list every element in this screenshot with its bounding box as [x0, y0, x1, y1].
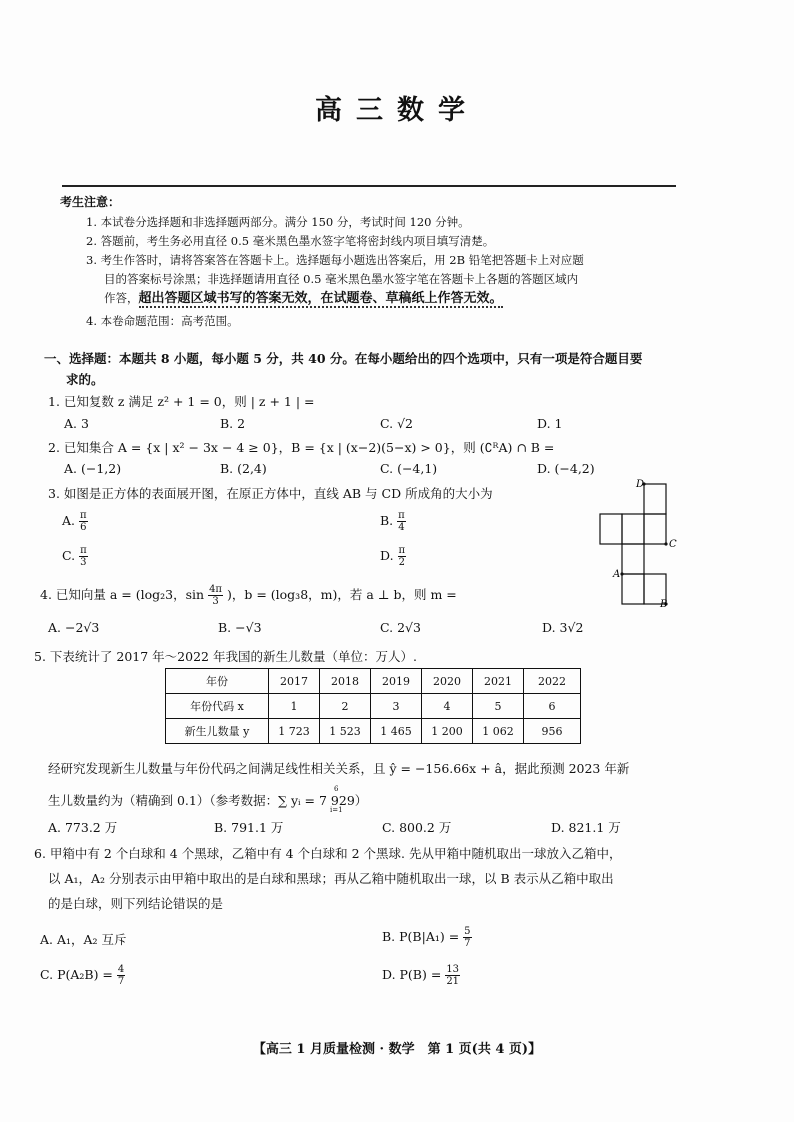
section-heading: 一、选择题：本题共 8 小题，每小题 5 分，共 40 分。在每小题给出的四个选项中，只有一项是符合题目要	[44, 351, 643, 366]
q6-option-c-frac	[117, 964, 125, 987]
table-cell: 2022	[524, 669, 581, 694]
q1-option-b: B. 2	[220, 416, 246, 431]
q1-option-a: A. 3	[64, 416, 89, 431]
q4-frac-den: 3	[212, 596, 219, 607]
q6-d-num: 13	[446, 964, 460, 975]
q3-stem: 3. 如图是正方体的表面展开图，在原正方体中，直线 AB 与 CD 所成角的大小为	[48, 486, 493, 501]
q1-stem: 1. 已知复数 z 满足 z² + 1 = 0，则 | z + 1 | =	[48, 394, 315, 409]
notice-title: 考生注意：	[60, 195, 121, 209]
q4-option-b: B. −√3	[218, 620, 262, 635]
q3-option-b-frac	[397, 510, 406, 533]
q3-option-a-label: A.	[62, 513, 76, 528]
q3-option-d-frac	[398, 545, 407, 568]
net-face-mid-right	[644, 514, 666, 544]
table-row	[166, 694, 581, 719]
sum-lower-limit: i=1	[330, 806, 343, 814]
q2-option-b: B. (2,4)	[220, 461, 267, 476]
net-face-mid-left	[622, 514, 644, 544]
q3-b-den: 4	[398, 522, 405, 533]
q6-option-d-label: D. P(B) =	[382, 967, 442, 982]
notice-line-4: 目的答案标号涂黑；非选择题请用直径 0.5 毫米黑色墨水签字笔在答题卡上各题的答题区域内	[104, 272, 579, 286]
q6-option-b-label: B. P(B|A₁) =	[382, 929, 460, 944]
table-cell: 1 523	[320, 719, 371, 744]
q6-c-num: 4	[117, 964, 125, 975]
table-row	[166, 669, 581, 694]
table-cell: 1 465	[371, 719, 422, 744]
net-face-bottom-left	[622, 574, 644, 604]
q5-stem: 5. 下表统计了 2017 年～2022 年我国的新生儿数量（单位：万人）.	[34, 649, 417, 664]
net-face-left	[600, 514, 622, 544]
label-a: A	[613, 569, 621, 580]
q6-c-den: 7	[117, 976, 125, 987]
q3-c-den: 3	[80, 557, 87, 568]
table-cell: 1	[269, 694, 320, 719]
q4-option-d: D. 3√2	[542, 620, 584, 635]
q3-option-c-label: C.	[62, 548, 76, 563]
q1-option-c: C. √2	[380, 416, 413, 431]
notice-line-6: 4. 本卷命题范围：高考范围。	[86, 314, 239, 328]
table-cell: 年份代码 x	[166, 694, 269, 719]
q1-option-d: D. 1	[537, 416, 563, 431]
q3-option-d-label: D.	[380, 548, 394, 563]
q3-d-den: 2	[398, 557, 406, 568]
q3-option-a	[62, 510, 88, 533]
notice-line-2: 2. 答题前，考生务必用直径 0.5 毫米黑色墨水签字笔将密封线内项目填写清楚。	[86, 234, 495, 248]
table-cell: 2	[320, 694, 371, 719]
q3-option-b	[380, 510, 406, 533]
notice-line-3: 3. 考生作答时，请将答案答在答题卡上。选择题每小题选出答案后，用 2B 铅笔把答题卡上对应题	[86, 253, 584, 267]
q6-option-a: A. A₁，A₂ 互斥	[40, 932, 127, 947]
q4-frac-num: 4π	[209, 584, 222, 595]
q4-frac	[208, 584, 223, 607]
table-cell: 1 200	[422, 719, 473, 744]
q6-b-den: 7	[464, 938, 471, 949]
notice-line-5	[104, 289, 503, 308]
q5-option-d: D. 821.1 万	[551, 820, 621, 835]
page-footer: 【高三 1 月质量检测 · 数学 第 1 页(共 4 页)】	[252, 1042, 542, 1057]
table-cell: 956	[524, 719, 581, 744]
page-title: 高三数学	[315, 95, 479, 126]
table-cell: 4	[422, 694, 473, 719]
table-cell: 3	[371, 694, 422, 719]
table-row	[166, 719, 581, 744]
q6-option-d-frac	[445, 964, 460, 987]
notice-emphasis: 超出答题区域书写的答案无效，在试题卷、草稿纸上作答无效。	[138, 291, 503, 306]
table-cell: 5	[473, 694, 524, 719]
notice-line-5-prefix: 作答，	[104, 291, 139, 305]
q4-option-a: A. −2√3	[48, 620, 100, 635]
q4-option-c: C. 2√3	[380, 620, 421, 635]
q4-stem-b: )，b = (log₃8，m)，若 a ⊥ b，则 m =	[226, 587, 457, 602]
label-b: B	[660, 599, 668, 608]
table-cell: 2020	[422, 669, 473, 694]
q3-c-num: π	[80, 545, 87, 556]
net-face-top	[644, 484, 666, 514]
q5-line-1: 经研究发现新生儿数量与年份代码之间满足线性相关关系，且 ŷ = −156.66x + â，据此预测 2023 年新	[48, 761, 630, 776]
table-cell: 2017	[269, 669, 320, 694]
notice-line-1: 1. 本试卷分选择题和非选择题两部分。满分 150 分，考试时间 120 分钟。	[86, 215, 470, 229]
q3-option-a-frac	[79, 510, 88, 533]
q6-option-b-frac	[463, 926, 471, 949]
label-c: C	[669, 539, 677, 550]
table-cell: 1 723	[269, 719, 320, 744]
q5-line-2: 生儿数量约为（精确到 0.1）（参考数据：∑ yᵢ = 7 929）	[48, 793, 368, 808]
q5-option-c: C. 800.2 万	[382, 820, 452, 835]
section-heading-cont: 求的。	[66, 372, 104, 387]
q6-line-1: 6. 甲箱中有 2 个白球和 4 个黑球，乙箱中有 4 个白球和 2 个黑球. 先从甲箱中随机取出一球放入乙箱中，	[34, 846, 622, 861]
net-face-lower	[622, 544, 644, 574]
q6-option-b	[382, 926, 472, 949]
sum-upper-limit: 6	[334, 785, 339, 793]
q3-d-num: π	[398, 545, 406, 556]
q3-a-num: π	[80, 510, 87, 521]
q4-stem	[40, 584, 457, 607]
q6-option-d	[382, 964, 460, 987]
cube-net-figure	[592, 478, 702, 608]
q5-option-a: A. 773.2 万	[48, 820, 118, 835]
q3-b-num: π	[398, 510, 405, 521]
table-cell: 2018	[320, 669, 371, 694]
table-cell: 2021	[473, 669, 524, 694]
q6-option-c-label: C. P(A₂B) =	[40, 967, 113, 982]
table-cell: 1 062	[473, 719, 524, 744]
label-d: D	[636, 479, 645, 490]
q6-line-3: 的是白球，则下列结论错误的是	[48, 896, 224, 911]
table-cell: 2019	[371, 669, 422, 694]
q2-option-c: C. (−4,1)	[380, 461, 438, 476]
q6-line-2: 以 A₁，A₂ 分别表示由甲箱中取出的是白球和黑球；再从乙箱中随机取出一球，以 B 表示从乙箱中取出	[48, 871, 614, 886]
q2-option-d: D. (−4,2)	[537, 461, 595, 476]
q6-b-num: 5	[464, 926, 471, 937]
table-cell: 新生儿数量 y	[166, 719, 269, 744]
q2-option-a: A. (−1,2)	[64, 461, 122, 476]
q3-option-b-label: B.	[380, 513, 394, 528]
q3-a-den: 6	[80, 522, 87, 533]
q4-stem-a: 4. 已知向量 a = (log₂3，sin	[40, 587, 205, 602]
q3-option-d	[380, 545, 406, 568]
q6-option-c	[40, 964, 125, 987]
q3-option-c	[62, 545, 88, 568]
divider	[62, 185, 676, 187]
q2-stem: 2. 已知集合 A = {x | x² − 3x − 4 ≥ 0}，B = {x | (x−2)(5−x) > 0}，则 (∁ᴿA) ∩ B =	[48, 440, 555, 455]
births-table	[165, 668, 581, 744]
table-cell: 6	[524, 694, 581, 719]
q3-option-c-frac	[79, 545, 88, 568]
table-cell: 年份	[166, 669, 269, 694]
q6-d-den: 21	[446, 976, 460, 987]
q5-option-b: B. 791.1 万	[214, 820, 284, 835]
